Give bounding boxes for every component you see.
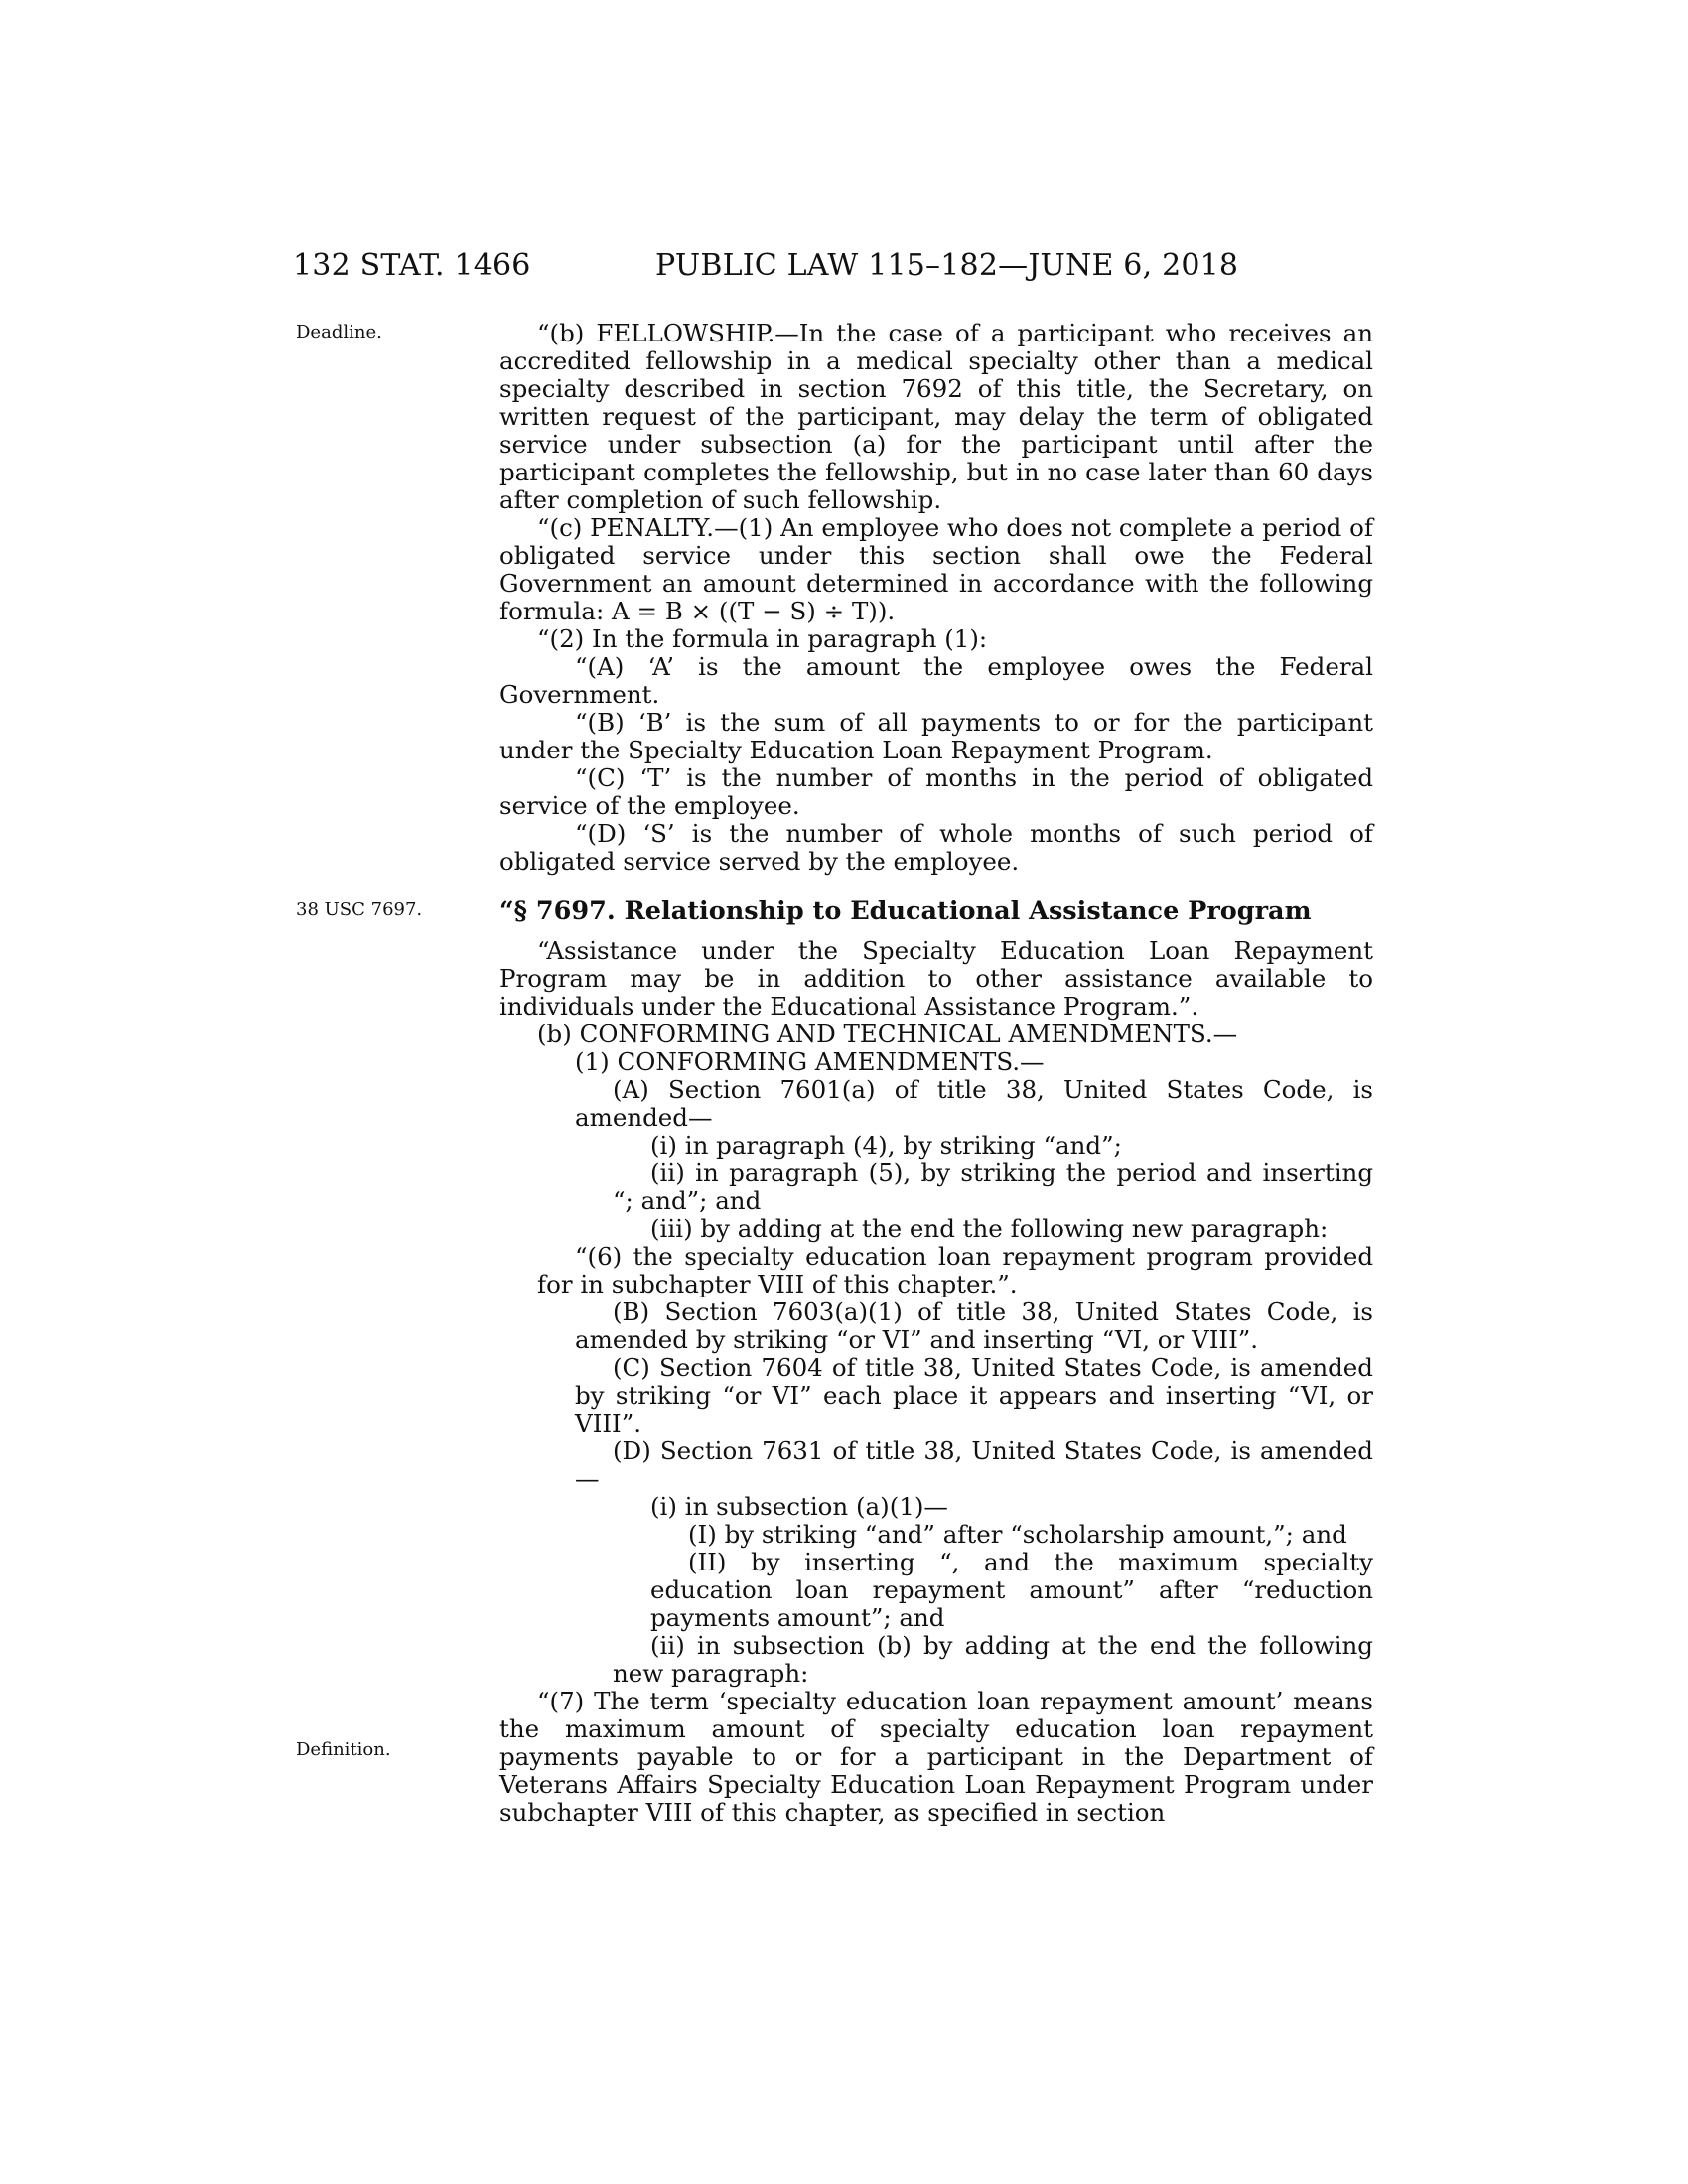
paragraph-D: “(D) ‘S’ is the number of whole months of such period of obligated service served by the employee. [499,819,1373,876]
paragraph-iii: (iii) by adding at the end the following new paragraph: [650,1214,1329,1243]
margin-note-usc: 38 USC 7697. [296,899,423,920]
paragraph-ii-b: (ii) in subsection (b) by adding at the end the following new paragraph: [613,1631,1373,1688]
paragraph-i-4: (i) in paragraph (4), by striking “and”; [650,1131,1122,1160]
paragraph-I: (I) by striking “and” after “scholarship amount,”; and [688,1520,1347,1549]
paragraph-c-penalty: “(c) PENALTY.—(1) An employee who does not complete a period of obligated service under this section shall owe the Federal Government an amount determined in accordance with the following formula: A = B × ((T − S) ÷ T)). [499,513,1373,625]
paragraph-B: “(B) ‘B’ is the sum of all payments to or for the participant under the Specialty Education Loan Repayment Program. [499,708,1373,764]
paragraph-D-7631: (D) Section 7631 of title 38, United States Code, is amended— [575,1436,1373,1493]
paragraph-b-fellowship: “(b) FELLOWSHIP.—In the case of a participant who receives an accredited fellowship in a medical specialty other than a medical specialty described in section 7692 of this title, the Secretary, on written request of the participant, may delay the term of obligated service under subsection (a) for the participant until after the participant completes the fellowship, but in no case later than 60 days after completion of such fellowship. [499,319,1373,514]
section-heading: “§ 7697. Relationship to Educational Assistance Program [499,896,1312,926]
paragraph-A: “(A) ‘A’ is the amount the employee owes the Federal Government. [499,652,1373,709]
paragraph-C: “(C) ‘T’ is the number of months in the period of obligated service of the employee. [499,763,1373,820]
paragraph-2: “(2) In the formula in paragraph (1): [537,624,988,653]
law-title: PUBLIC LAW 115–182—JUNE 6, 2018 [655,248,1239,283]
body-text [499,320,1373,1827]
paragraph-II: (II) by inserting “, and the maximum specialty education loan repayment amount” after “reduction payments amount”; and [650,1548,1373,1632]
paragraph-6: “(6) the specialty education loan repayment program provided for in subchapter VIII of this chapter.”. [537,1242,1373,1298]
paragraph-B-7603: (B) Section 7603(a)(1) of title 38, United States Code, is amended by striking “or VI” and inserting “VI, or VIII”. [575,1297,1373,1354]
paragraph-C-7604: (C) Section 7604 of title 38, United States Code, is amended by striking “or VI” each place it appears and inserting “VI, or VIII”. [575,1353,1373,1437]
margin-note-deadline: Deadline. [296,322,382,342]
margin-note-definition: Definition. [296,1739,391,1760]
paragraph-1-conforming: (1) CONFORMING AMENDMENTS.— [575,1047,1045,1076]
paragraph-b-conforming: (b) CONFORMING AND TECHNICAL AMENDMENTS.— [537,1020,1238,1048]
paragraph-A-7601: (A) Section 7601(a) of title 38, United States Code, is amended— [575,1075,1373,1132]
paragraph-assistance: “Assistance under the Specialty Education Loan Repayment Program may be in addition to other assistance available to individuals under the Educational Assistance Program.”. [499,936,1373,1021]
paragraph-7: “(7) The term ‘specialty education loan repayment amount’ means the maximum amount of specialty education loan repayment payments payable to or for a participant in the Department of Veterans Affairs Specialty Education Loan Repayment Program under subchapter VIII of this chapter, as specified in section [499,1687,1373,1827]
paragraph-i-a1: (i) in subsection (a)(1)— [650,1492,948,1521]
paragraph-ii-5: (ii) in paragraph (5), by striking the period and inserting “; and”; and [613,1159,1373,1215]
page-reference: 132 STAT. 1466 [293,248,531,283]
